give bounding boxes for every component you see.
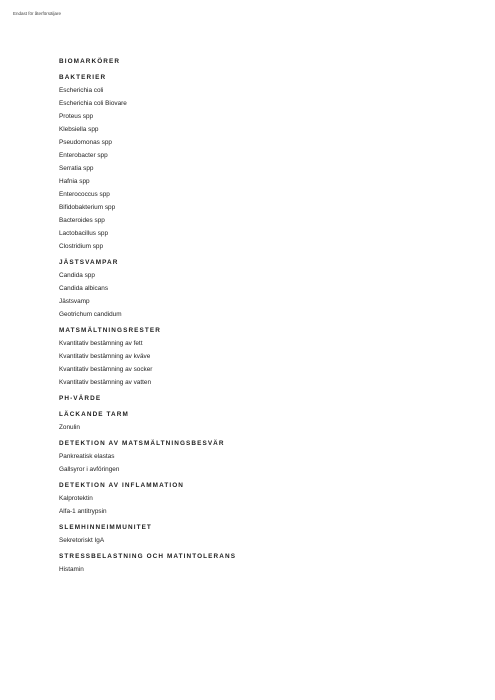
section xyxy=(59,547,459,576)
biomarker-item: Kvantitativ bestämning av fett xyxy=(59,340,143,347)
biomarker-item: Lactobacillus spp xyxy=(59,230,109,237)
section xyxy=(59,253,459,321)
section-title: BAKTERIER xyxy=(59,74,107,81)
section-title: PH-VÄRDE xyxy=(59,395,102,402)
biomarker-item: Kvantitativ bestämning av kväve xyxy=(59,353,151,360)
section-title: JÄSTSVAMPAR xyxy=(59,259,119,266)
section xyxy=(59,518,459,547)
section xyxy=(59,434,459,476)
biomarker-item: Bacteroides spp xyxy=(59,217,105,224)
section xyxy=(59,71,459,253)
biomarker-item: Geotrichum candidum xyxy=(59,311,122,318)
sections-container xyxy=(59,71,459,576)
biomarker-item: Pankreatisk elastas xyxy=(59,453,115,460)
biomarker-item: Enterobacter spp xyxy=(59,152,108,159)
section xyxy=(59,321,459,389)
biomarker-item: Zonulin xyxy=(59,424,80,431)
section xyxy=(59,405,459,434)
biomarker-item: Pseudomonas spp xyxy=(59,139,112,146)
biomarker-item: Klebsiella spp xyxy=(59,126,99,133)
biomarker-item: Escherichia coli xyxy=(59,87,104,94)
page-heading: BIOMARKÖRER xyxy=(59,58,121,65)
section-title: STRESSBELASTNING OCH MATINTOLERANS xyxy=(59,553,237,560)
header-note: Endast för återförsäljare xyxy=(13,11,62,16)
biomarker-item: Jästsvamp xyxy=(59,298,90,305)
biomarker-item: Kvantitativ bestämning av socker xyxy=(59,366,153,373)
biomarker-item: Clostridium spp xyxy=(59,243,104,250)
biomarker-list xyxy=(59,55,459,576)
biomarker-item: Kvantitativ bestämning av vatten xyxy=(59,379,152,386)
biomarker-item: Enterococcus spp xyxy=(59,191,110,198)
biomarker-item: Candida spp xyxy=(59,272,95,279)
biomarker-item: Hafnia spp xyxy=(59,178,90,185)
biomarker-item: Sekretoriskt IgA xyxy=(59,537,105,544)
biomarker-item: Kalprotektin xyxy=(59,495,93,502)
section-title: DETEKTION AV MATSMÄLTNINGSBESVÄR xyxy=(59,440,225,447)
section xyxy=(59,476,459,518)
section-title: DETEKTION AV INFLAMMATION xyxy=(59,482,185,489)
biomarker-item: Histamin xyxy=(59,566,84,573)
biomarker-item: Serratia spp xyxy=(59,165,94,172)
biomarker-item: Gallsyror i avföringen xyxy=(59,466,120,473)
biomarker-item: Proteus spp xyxy=(59,113,94,120)
biomarker-item: Candida albicans xyxy=(59,285,109,292)
section-title: LÄCKANDE TARM xyxy=(59,411,129,418)
biomarker-item: Escherichia coli Biovare xyxy=(59,100,127,107)
section-title: SLEMHINNEIMMUNITET xyxy=(59,524,152,531)
section-title: MATSMÄLTNINGSRESTER xyxy=(59,327,161,334)
biomarker-item: Alfa-1 antitrypsin xyxy=(59,508,107,515)
section xyxy=(59,389,459,405)
biomarker-item: Bifidobakterium spp xyxy=(59,204,116,211)
